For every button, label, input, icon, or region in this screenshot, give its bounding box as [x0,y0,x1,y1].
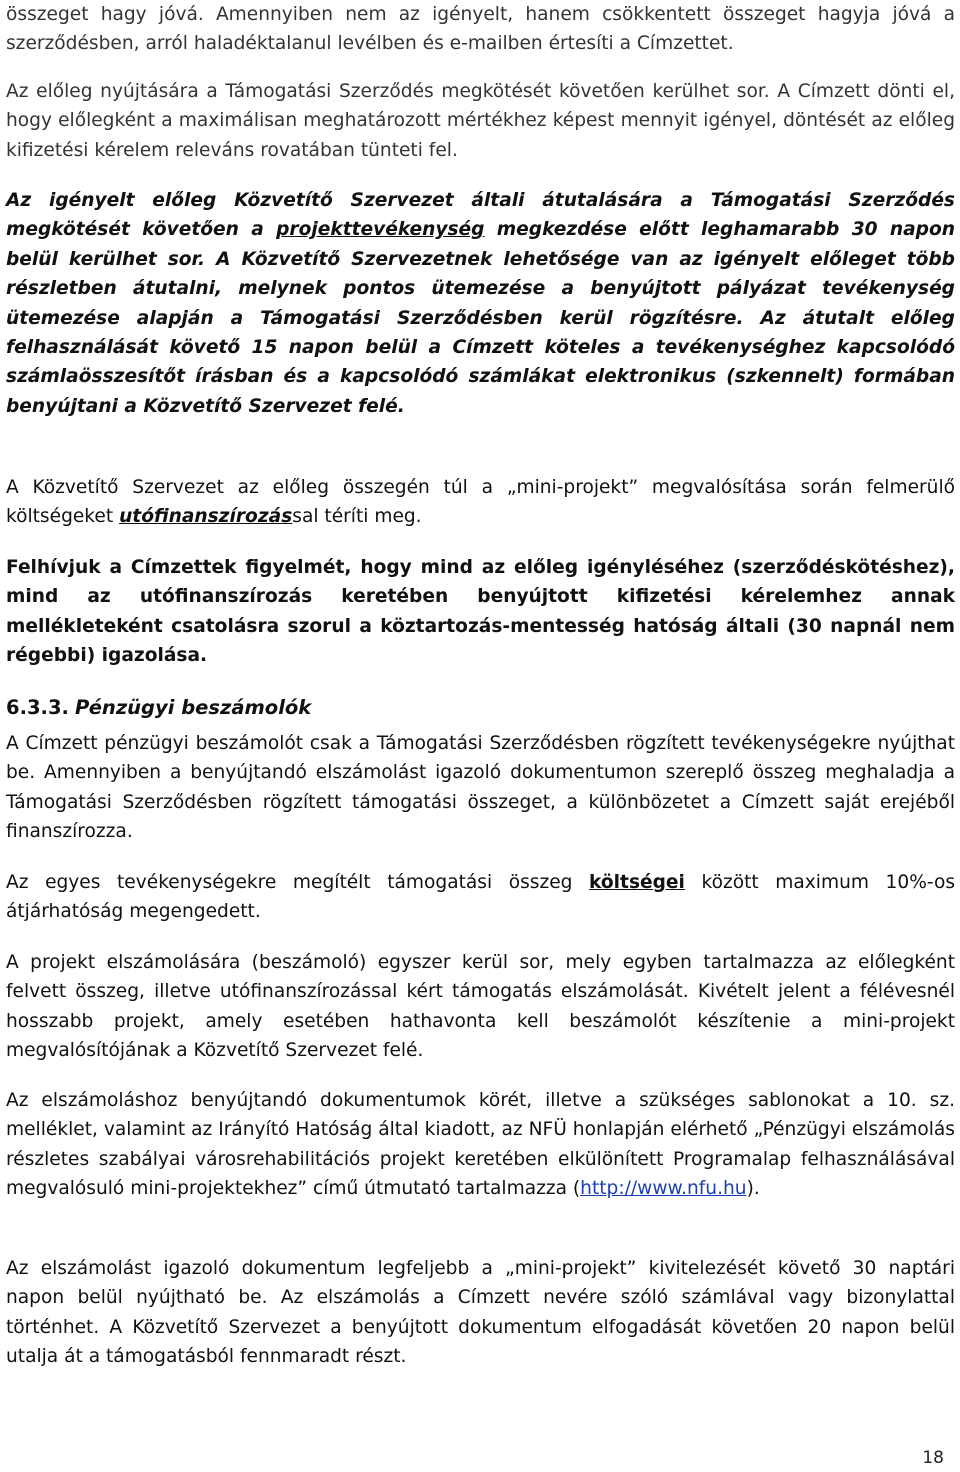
section-heading [6,696,311,719]
section-title: Pénzügyi beszámolók [74,696,312,719]
p3-part-b: megkezdése előtt leghamarabb 30 napon belül kerülhet sor. [6,219,955,270]
paragraph-2: Az előleg nyújtására a Támogatási Szerződés megkötését követően kerülhet sor. A Címzett dönti el, hogy előlegként a maximálisan meghatározott mértékhez képest mennyit igényel, döntését az előleg kifizetési kérelem releváns rovatában tünteti fel. [6,81,955,161]
p3-underlined-term: projekttevékenység [276,219,485,241]
paragraph-3 [6,186,955,421]
paragraph-8: A projekt elszámolására (beszámoló) egyszer kerül sor, mely egyben tartalmazza az előlegként felvett összeg, illetve utófinanszírozással kért támogatás elszámolását. Kivételt jelent a félévesnél hosszabb projekt, amely esetében hathavonta kell beszámolót készítenie a mini-projekt megvalósítójának a Közvetítő Szervezet felé. [6,952,955,1062]
p7-part-a: Az egyes tevékenységekre megítélt támogatási összeg [6,872,590,893]
p9-part-a: Az elszámoláshoz benyújtandó dokumentumok körét, illetve a szükséges sablonokat a 10. sz. melléklet, valamint az Irányító Hatóság által kiadott, az NFÜ honlapján elérhető „Pénzügyi elszámolás részletes szabályai városrehabilitációs projekt keretében elkülönített Programalap felhasználásával megvalósuló mini-projektekhez” című útmutató tartalmazza ( [6,1090,955,1200]
p3-part-a: Az igényelt előleg Közvetítő Szervezet általi átutalására a Támogatási Szerződés megkötését követően a [6,190,955,241]
section-number: 6.3.3. [6,696,69,719]
paragraph-5: Felhívjuk a Címzettek figyelmét, hogy mind az előleg igényléséhez (szerződéskötéshez), mind az utófinanszírozás keretében benyújtott kifizetési kérelemhez annak mellékleteként csatolásra szorul a köztartozás-mentesség hatóság általi (30 napnál nem régebbi) igazolása. [6,557,955,667]
p4-part-a: A Közvetítő Szervezet az előleg összegén túl a „mini-projekt” megvalósítása során felmerülő költségeket [6,477,955,528]
page-number: 18 [922,1448,944,1468]
paragraph-7 [6,868,955,927]
paragraph-1: összeget hagy jóvá. Amennyiben nem az igényelt, hanem csökkentett összeget hagyja jóvá a szerződésben, arról haladéktalanul levélben és e-mailben értesíti a Címzettet. [6,4,955,55]
paragraph-6: A Címzett pénzügyi beszámolót csak a Támogatási Szerződésben rögzített tevékenységekre nyújthat be. Amennyiben a benyújtandó elszámolást igazoló dokumentumon szereplő összeg meghaladja a Támogatási Szerződésben rögzített támogatási összeget, a különbözetet a Címzett saját erejéből finanszírozza. [6,733,955,843]
paragraph-4 [6,473,955,532]
paragraph-9 [6,1086,955,1204]
paragraph-10: Az elszámolást igazoló dokumentum legfeljebb a „mini-projekt” kivitelezését követő 30 naptári napon belül nyújtható be. Az elszámolás a Címzett nevére szóló számlával vagy bizonylattal történhet. A Közvetítő Szervezet a benyújtott dokumentum elfogadását követően 20 napon belül utalja át a támogatásból fennmaradt részt. [6,1258,955,1368]
p7-term: költségei [589,872,685,893]
p3-part-c: A Közvetítő Szervezetnek lehetősége van az igényelt előleget több részletben átutalni, melynek pontos ütemezése a benyújtott pályázat tevékenység ütemezése alapján a Támogatási Szerződésben kerül rögzítésre. [6,248,955,329]
p7-part-b: között maximum 10%-os átjárhatóság megengedett. [6,872,956,923]
p3-part-d: Az átutalt előleg felhasználását követő 15 napon belül a Címzett köteles a tevékenységhez kapcsolódó számlaösszesítőt írásban és a kapcsolódó számlákat elektronikus (szkennelt) formában benyújtani a Közvetítő Szervezet felé. [6,307,955,417]
p9-part-b: ). [746,1178,760,1200]
p4-term: utófinanszírozás [119,506,293,528]
p4-part-b: sal téríti meg. [292,506,422,528]
nfu-link[interactable]: http://www.nfu.hu [580,1178,747,1200]
